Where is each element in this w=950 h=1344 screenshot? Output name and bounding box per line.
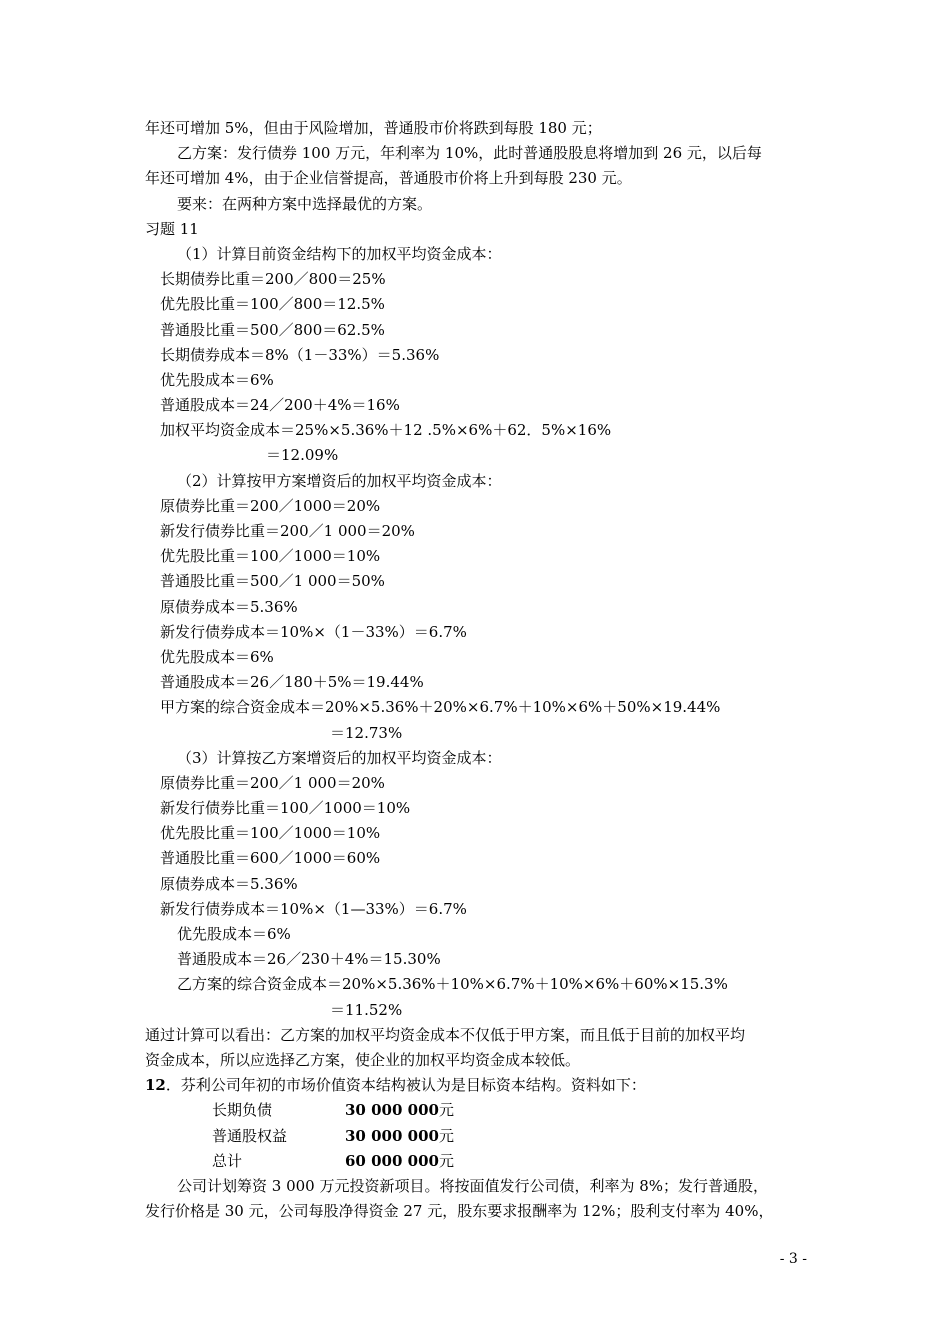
exercise-heading: 习题 11: [145, 219, 199, 238]
capital-value: 60 000 000元: [345, 1151, 454, 1170]
calc-line: 新发行债券比重＝100／1000＝10%: [160, 799, 411, 818]
calc-line: 优先股比重＝100／1000＝10%: [160, 547, 381, 566]
page-number: - 3 -: [779, 1251, 807, 1267]
question-title: ．芬利公司年初的市场价值资本结构被认为是目标资本结构。资料如下：: [165, 1076, 646, 1095]
capital-value: 30 000 000元: [345, 1126, 454, 1145]
calc-line: 优先股比重＝100／1000＝10%: [160, 824, 381, 843]
conclusion-line: 资金成本，所以应选择乙方案，使企业的加权平均资金成本较低。: [145, 1050, 581, 1069]
plan-b-line: 乙方案：发行债券 100 万元，年利率为 10%，此时普通股股息将增加到 26 元，以后每: [177, 144, 762, 163]
calc-line: 新发行债券成本＝10%×（1－33%）＝6.7%: [160, 622, 467, 641]
calc-line: 普通股比重＝600／1000＝60%: [160, 849, 381, 868]
calc-line: 优先股成本＝6%: [177, 925, 291, 943]
calc-result: ＝12.73%: [330, 723, 403, 742]
capital-label: 普通股权益: [212, 1126, 288, 1145]
calc-line: 长期债券比重＝200／800＝25%: [160, 270, 386, 289]
calc-line: 优先股比重＝100／800＝12.5%: [160, 295, 385, 314]
capital-label: 长期负债: [212, 1101, 273, 1120]
question-number: 12: [145, 1076, 166, 1095]
section-1-title: （1）计算目前资金结构下的加权平均资金成本：: [177, 244, 502, 263]
calc-line: 乙方案的综合资金成本＝20%×5.36%＋10%×6.7%＋10%×6%＋60%×15.3%: [177, 975, 728, 994]
capital-row: [0, 1149, 950, 1174]
conclusion-line: 通过计算可以看出：乙方案的加权平均资金成本不仅低于甲方案，而且低于目前的加权平均: [145, 1025, 746, 1044]
calc-line: 普通股比重＝500／800＝62.5%: [160, 320, 385, 339]
calc-line: 普通股成本＝24／200＋4%＝16%: [160, 396, 400, 415]
document-body: [0, 116, 950, 1224]
section-3-title: （3）计算按乙方案增资后的加权平均资金成本：: [177, 748, 502, 767]
calc-line: 新发行债券比重＝200／1 000＝20%: [160, 522, 415, 540]
calc-result: ＝12.09%: [266, 446, 339, 465]
calc-line: 原债券成本＝5.36%: [160, 874, 298, 893]
requirement-line: 要来：在两种方案中选择最优的方案。: [177, 194, 433, 213]
calc-result: ＝11.52%: [330, 1000, 403, 1019]
capital-row: [0, 1098, 950, 1123]
calc-line: 优先股成本＝6%: [160, 647, 274, 666]
calc-line: 加权平均资金成本＝25%×5.36%＋12 .5%×6%＋62．5%×16%: [160, 421, 612, 440]
calc-line: 普通股成本＝26／180＋5%＝19.44%: [160, 673, 424, 692]
text-line: 年还可增加 4%，由于企业信誉提高，普通股市价将上升到每股 230 元。: [145, 169, 632, 188]
calc-line: 新发行债券成本＝10%×（1—33%）＝6.7%: [160, 899, 467, 918]
question-paragraph: 公司计划筹资 3 000 万元投资新项目。将按面值发行公司债，利率为 8%；发行普通股，: [177, 1176, 769, 1195]
text-line: 年还可增加 5%，但由于风险增加，普通股市价将跌到每股 180 元；: [145, 119, 602, 137]
calc-line: 长期债券成本＝8%（1－33%）＝5.36%: [160, 345, 440, 364]
capital-label: 总计: [212, 1151, 243, 1170]
calc-line: 原债券比重＝200／1 000＝20%: [160, 773, 385, 792]
question-12-heading: [0, 1073, 950, 1098]
question-paragraph: 发行价格是 30 元，公司每股净得资金 27 元，股东要求报酬率为 12%；股利支付率为 40%，: [145, 1202, 774, 1221]
calc-line: 原债券成本＝5.36%: [160, 597, 298, 616]
calc-line: 普通股比重＝500／1 000＝50%: [160, 572, 385, 591]
capital-row: [0, 1124, 950, 1149]
calc-line: 普通股成本＝26／230＋4%＝15.30%: [177, 950, 441, 969]
calc-line: 甲方案的综合资金成本＝20%×5.36%＋20%×6.7%＋10%×6%＋50%×19.44%: [160, 698, 721, 717]
section-2-title: （2）计算按甲方案增资后的加权平均资金成本：: [177, 471, 502, 490]
calc-line: 优先股成本＝6%: [160, 370, 274, 389]
calc-line: 原债券比重＝200／1000＝20%: [160, 496, 381, 515]
capital-value: 30 000 000元: [345, 1101, 454, 1120]
